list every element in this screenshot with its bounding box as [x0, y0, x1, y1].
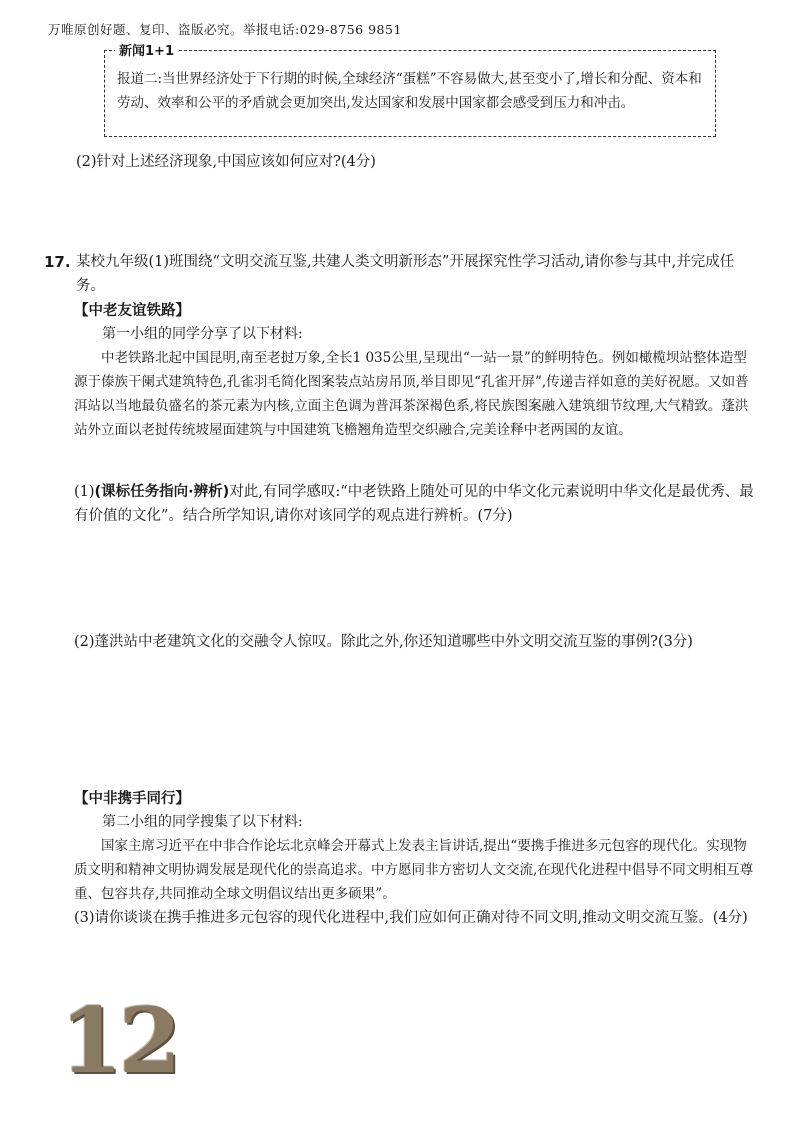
section-title-china-laos: 【中老友谊铁路】	[74, 303, 190, 319]
question-number: 17.	[44, 253, 71, 271]
section1-intro: 第一小组的同学分享了以下材料:	[102, 326, 303, 342]
section1-material: 中老铁路北起中国昆明,南至老挝万象,全长1 035公里,呈现出“一站一景”的鲜明特色。例如橄榄坝站整体造型源于傣族干阑式建筑特色,孔雀羽毛简化图案装点站房吊顶,举目即见“孔雀开屏”,传递吉祥如意的美好祝愿。又如普洱站以当地最负盛名的茶元素为内核,立面主色调为普洱茶深褐色系,将民族图案融入建筑细节纹理,大气精致。蓬洪站外立面以老挝传统坡屋面建筑与中国建筑飞檐翘角造型交织融合,完美诠释中老两国的友谊。	[74, 350, 749, 438]
question-17	[44, 250, 758, 298]
news-box	[104, 44, 716, 137]
part-1-text: 对此,有同学感叹:“中老铁路上随处可见的中华文化元素说明中华文化是最优秀、最有价值的文化”。结合所学知识,请你对该同学的观点进行辨析。(7分)	[74, 484, 754, 524]
section-title-china-africa: 【中非携手同行】	[74, 791, 190, 807]
question-16-part-2: (2)针对上述经济现象,中国应该如何应对?(4分)	[76, 154, 376, 170]
part-1-number: (1)	[74, 484, 95, 500]
news-box-label: 新闻1+1	[115, 40, 178, 59]
section2-material: 国家主席习近平在中非合作论坛北京峰会开幕式上发表主旨讲话,提出“要携手推进多元包容的现代化。实现物质文明和精神文明协调发展是现代化的崇高追求。中方愿同非方密切人文交流,在现代化进程中倡导不同文明相互尊重、包容共存,共同推动全球文明倡议结出更多硕果”。	[74, 838, 754, 902]
copyright-notice: 万唯原创好题、复印、盗版必究。举报电话:029-8756 9851	[48, 22, 402, 37]
task-tag: (课标任务指向·辨析)	[94, 484, 230, 500]
news-box-text: 报道二:当世界经济处于下行期的时候,全球经济“蛋糕”不容易做大,甚至变小了,增长和分配、资本和劳动、效率和公平的矛盾就会更加突出,发达国家和发展中国家都会感受到压力和冲击。	[117, 71, 702, 111]
page-number: 12	[60, 988, 178, 1094]
question-17-part-3: (3)请你谈谈在携手推进多元包容的现代化进程中,我们应如何正确对待不同文明,推动文明交流互鉴。(4分)	[74, 910, 748, 926]
question-17-part-1	[74, 480, 758, 528]
question-stem: 某校九年级(1)班围绕“文明交流互鉴,共建人类文明新形态”开展探究性学习活动,请你参与其中,并完成任务。	[76, 254, 735, 294]
question-17-part-2: (2)蓬洪站中老建筑文化的交融令人惊叹。除此之外,你还知道哪些中外文明交流互鉴的事例?(3分)	[74, 634, 693, 650]
section2-intro: 第二小组的同学搜集了以下材料:	[102, 814, 303, 830]
